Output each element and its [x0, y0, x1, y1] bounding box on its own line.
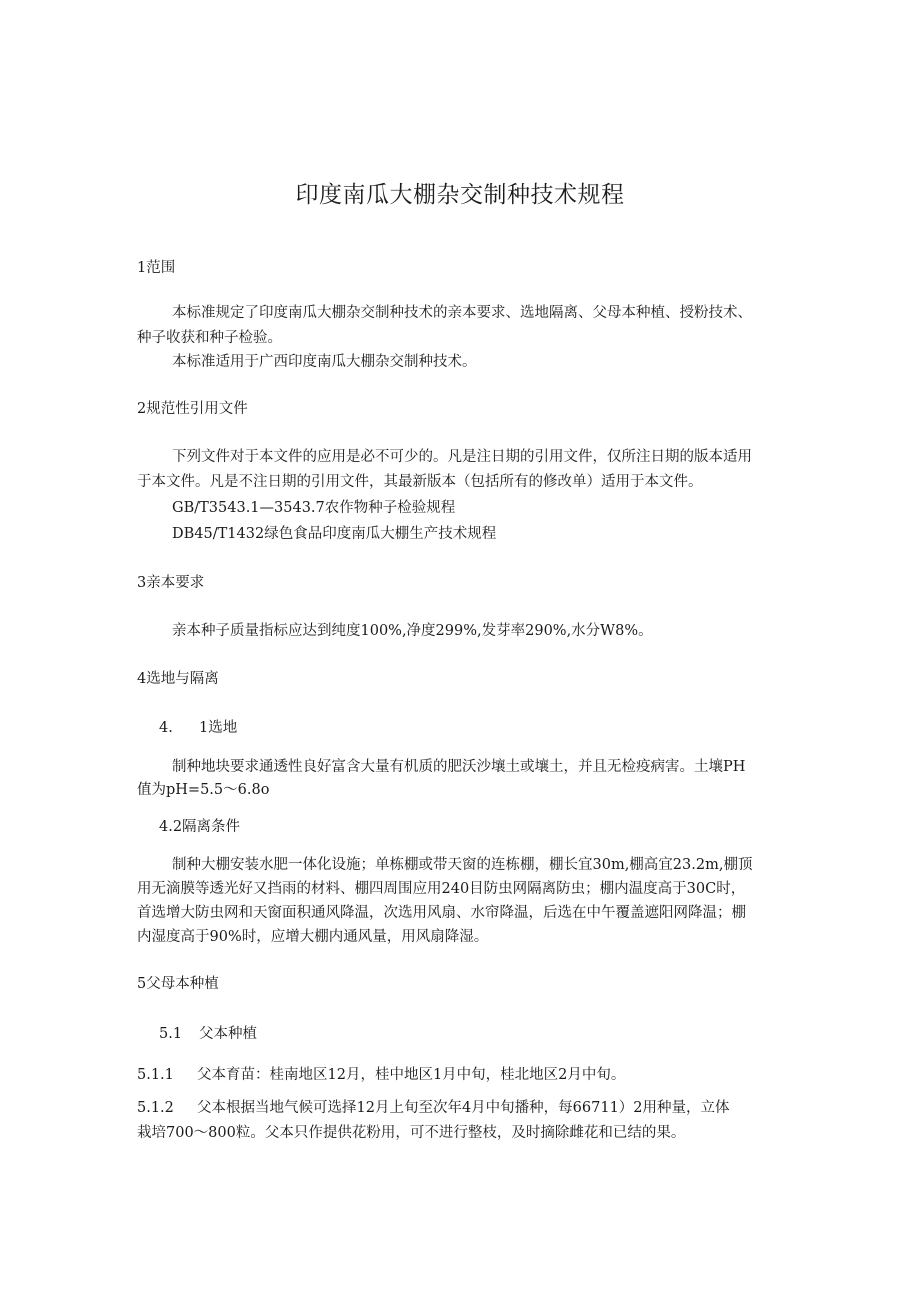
clause-item: [137, 1064, 797, 1086]
paragraph-line: 栽培700～800粒。父本只作提供花粉用，可不进行整枝，及时摘除雌花和已结的果。: [137, 1125, 686, 1141]
paragraph-line: 值为pH=5.5～6.8o: [137, 782, 270, 798]
paragraph-line: 制种地块要求通透性良好富含大量有机质的肥沃沙壤土或壤土，并且无检疫病害。土壤PH: [172, 759, 746, 775]
subsection-heading-isolation: 4.2隔离条件: [159, 819, 241, 835]
clause-number: 5.1.1: [137, 1067, 174, 1083]
subsection-heading-site-selection: [159, 717, 819, 739]
paragraph-line: 种子收获和种子检验。: [137, 330, 282, 346]
paragraph-line: 首选增大防虫网和天窗面积通风降温，次选用风扇、水帘降温，后选在中午覆盖遮阳网降温；棚: [137, 905, 746, 921]
section-heading-references: 2规范性引用文件: [137, 401, 248, 417]
paragraph-line: 内湿度高于90%时，应增大棚内通风量，用风扇降湿。: [137, 929, 489, 945]
clause-item: [137, 1097, 797, 1119]
subsection-title: 1选地: [199, 720, 238, 736]
paragraph-line: 本标准适用于广西印度南瓜大棚杂交制种技术。: [172, 354, 477, 370]
clause-number: 5.1.2: [137, 1100, 174, 1116]
subsection-number: 4.: [159, 720, 173, 736]
section-heading-scope: 1范围: [137, 260, 176, 276]
clause-text: 父本根据当地气候可选择12月上旬至次年4月中旬播种，每66711）2用种量，立体: [197, 1100, 730, 1116]
clause-text: 父本育苗：桂南地区12月，桂中地区1月中旬，桂北地区2月中旬。: [197, 1067, 626, 1083]
reference-item: DB45/T1432绿色食品印度南瓜大棚生产技术规程: [172, 526, 497, 542]
paragraph-line: 下列文件对于本文件的应用是必不可少的。凡是注日期的引用文件，仅所注日期的版本适用: [172, 449, 752, 465]
section-heading-site-isolation: 4选地与隔离: [137, 671, 219, 687]
paragraph-line: 制种大棚安装水肥一体化设施；单栋棚或带天窗的连栋棚，棚长宜30m,棚高宜23.2m,棚顶: [172, 857, 753, 873]
subsection-number: 5.1: [159, 1026, 183, 1042]
paragraph-line: 本标准规定了印度南瓜大棚杂交制种技术的亲本要求、选地隔离、父母本种植、授粉技术、: [172, 305, 752, 321]
paragraph-line: 亲本种子质量指标应达到纯度100%,净度299%,发芽率290%,水分W8%。: [172, 623, 653, 639]
section-heading-planting: 5父母本种植: [137, 976, 219, 992]
paragraph-line: 于本文件。凡是不注日期的引用文件，其最新版本（包括所有的修改单）适用于本文件。: [137, 474, 703, 490]
reference-item: GB/T3543.1—3543.7农作物种子检验规程: [172, 500, 456, 516]
section-heading-parent-requirements: 3亲本要求: [137, 575, 205, 591]
document-title: 印度南瓜大棚杂交制种技术规程: [295, 182, 625, 208]
subsection-heading-male-parent: [159, 1023, 819, 1045]
paragraph-line: 用无滴膜等透光好又挡雨的材料、棚四周围应用240目防虫网隔离防虫；棚内温度高于30C时，: [137, 881, 746, 897]
subsection-title: 父本种植: [199, 1026, 257, 1042]
